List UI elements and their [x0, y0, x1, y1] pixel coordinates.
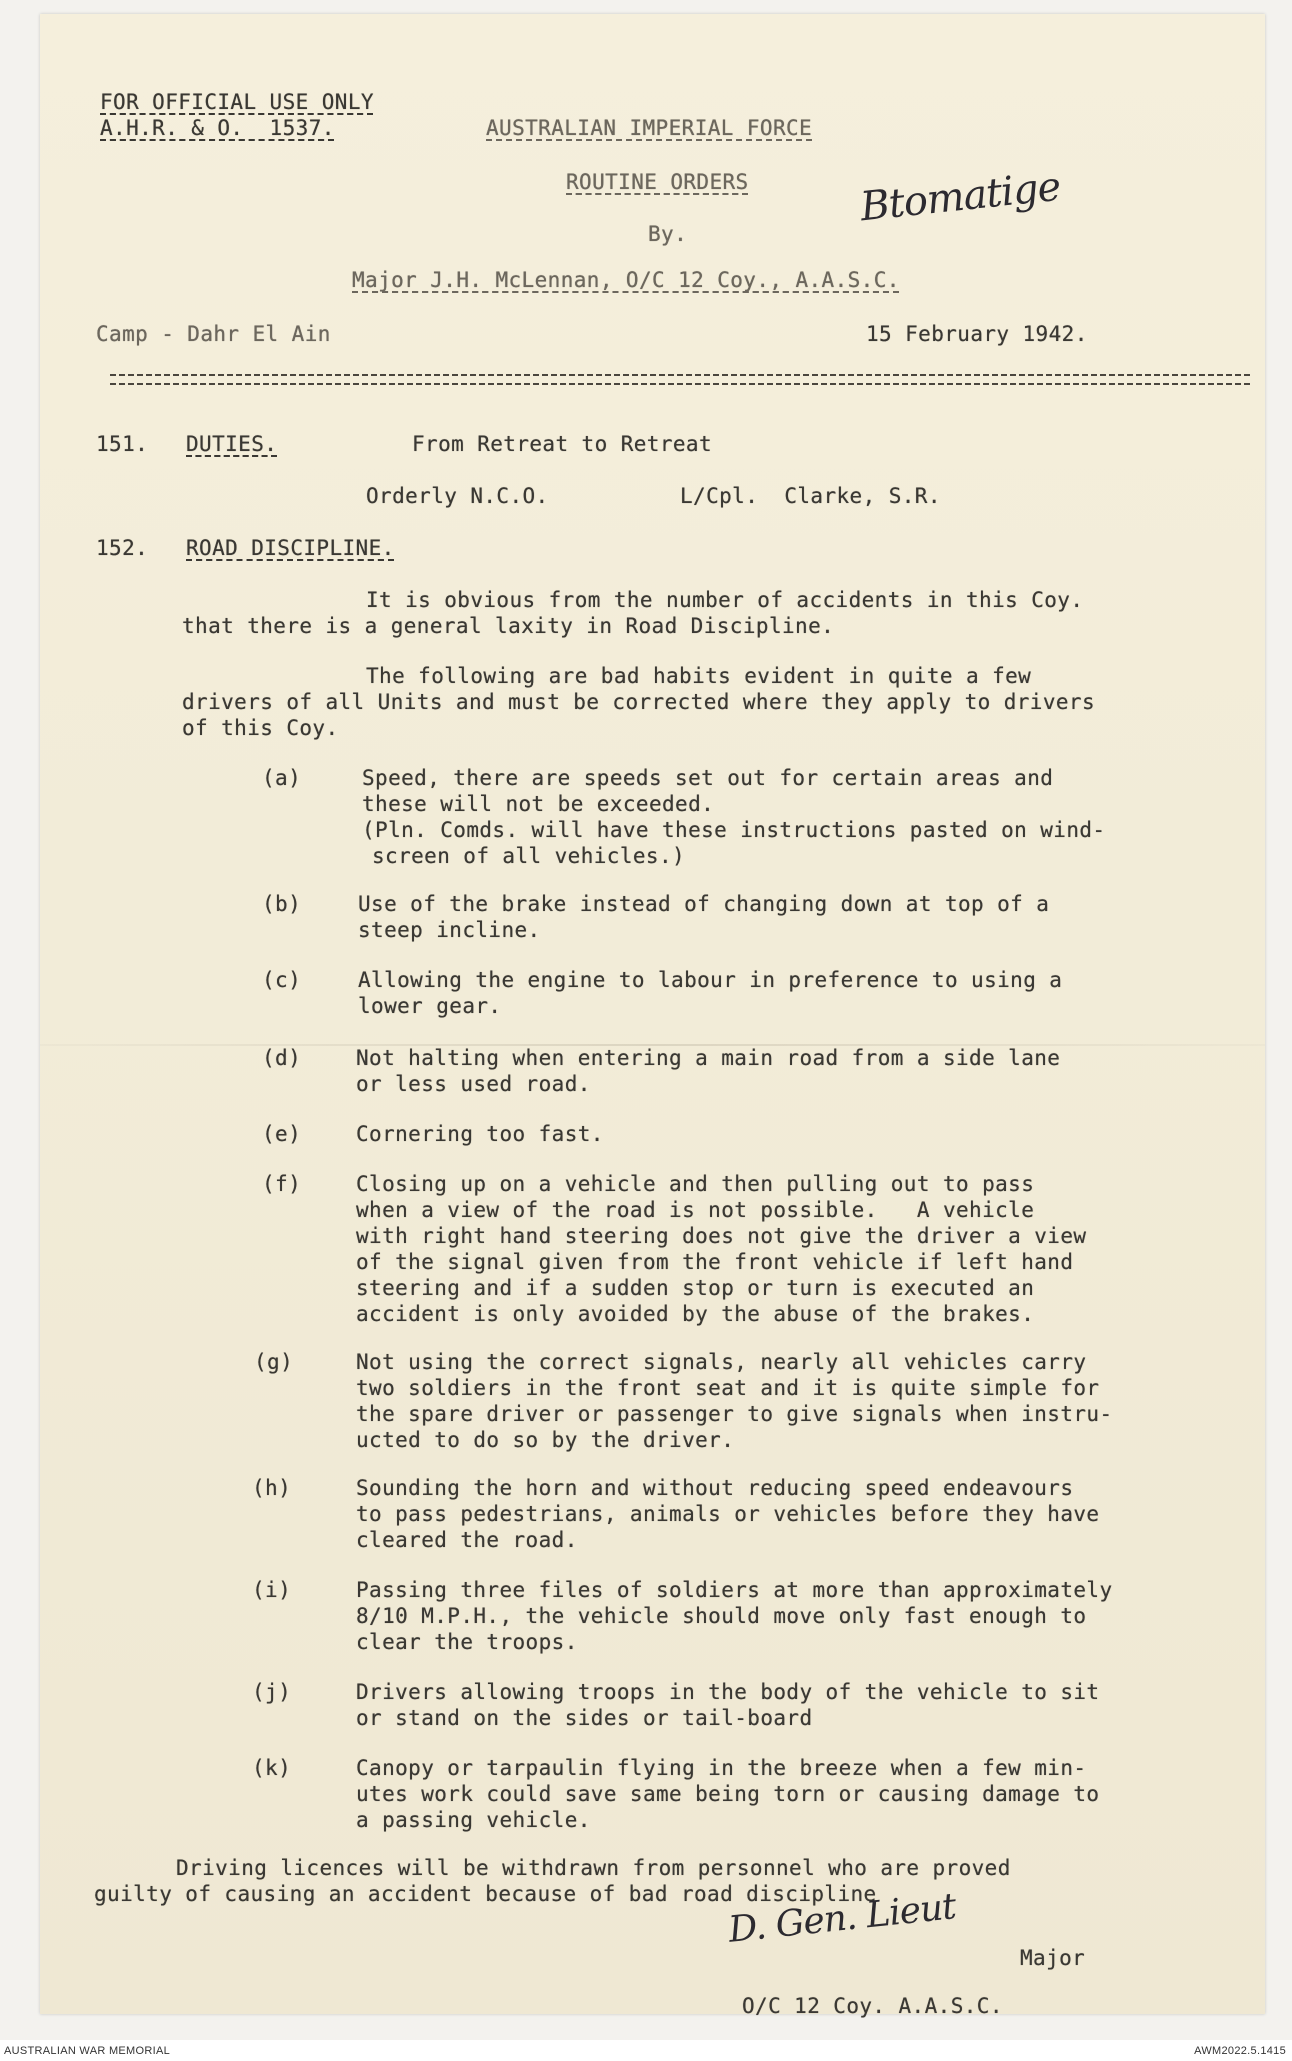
item-line: steep incline. [358, 918, 541, 942]
archive-credit: AUSTRALIAN WAR MEMORIAL [4, 2045, 171, 2057]
item-label: (f) [262, 1172, 302, 1196]
item-label: (g) [254, 1350, 294, 1374]
item-line: the spare driver or passenger to give signals when instru- [356, 1402, 1113, 1426]
closing-line: guilty of causing an accident because of bad road discipline [94, 1882, 877, 1906]
paragraph-line: drivers of all Units and must be corrected where they apply to drivers [182, 690, 1096, 714]
item-line: lower gear. [358, 994, 502, 1018]
by-line: By. [648, 222, 688, 246]
item-line: steering and if a sudden stop or turn is executed an [356, 1276, 1035, 1300]
duty-role: Orderly N.C.O. [366, 484, 549, 508]
paragraph-line: It is obvious from the number of accidents in this Coy. [366, 588, 1084, 612]
item-label: (k) [252, 1756, 292, 1780]
item-label: (j) [252, 1680, 292, 1704]
separator-rule [110, 374, 1250, 376]
item-label: (e) [262, 1122, 302, 1146]
item-line: of the signal given from the front vehicle if left hand [356, 1250, 1074, 1274]
signatory-rank: Major [1020, 1946, 1086, 1970]
item-line: Drivers allowing troops in the body of the vehicle to sit [356, 1680, 1100, 1704]
item-line: Closing up on a vehicle and then pulling out to pass [356, 1172, 1035, 1196]
item-line: Sounding the horn and without reducing speed endeavours [356, 1476, 1074, 1500]
item-line: or less used road. [356, 1072, 591, 1096]
document-date: 15 February 1942. [866, 322, 1088, 346]
item-number: 152. [96, 536, 149, 560]
item-line: Allowing the engine to labour in preference to using a [358, 968, 1063, 992]
item-line: cleared the road. [356, 1528, 578, 1552]
item-number: 151. [96, 432, 149, 456]
item-heading: DUTIES. [186, 432, 278, 456]
item-line: Passing three files of soldiers at more than approximately [356, 1578, 1113, 1602]
camp-location: Camp - Dahr El Ain [96, 322, 331, 346]
item-line: Speed, there are speeds set out for certain areas and [362, 766, 1054, 790]
document-title: ROUTINE ORDERS [566, 170, 749, 194]
item-line: Canopy or tarpaulin flying in the breeze when a few min- [356, 1756, 1087, 1780]
classification-mark: FOR OFFICIAL USE ONLY [100, 90, 374, 114]
signatory-unit: O/C 12 Coy. A.A.S.C. [742, 1994, 1003, 2018]
item-label: (i) [252, 1578, 292, 1602]
duty-period: From Retreat to Retreat [412, 432, 712, 456]
item-line: these will not be exceeded. [362, 792, 715, 816]
paragraph-line: of this Coy. [182, 716, 339, 740]
item-line: screen of all vehicles.) [372, 844, 686, 868]
item-line: accident is only avoided by the abuse of the brakes. [356, 1302, 1035, 1326]
officer-name: Major J.H. McLennan, O/C 12 Coy., A.A.S.C. [352, 268, 900, 292]
item-heading: ROAD DISCIPLINE. [186, 536, 395, 560]
paragraph-line: The following are bad habits evident in quite a few [366, 664, 1032, 688]
item-line: to pass pedestrians, animals or vehicles before they have [356, 1502, 1100, 1526]
item-label: (a) [262, 766, 302, 790]
item-line: or stand on the sides or tail-board [356, 1706, 813, 1730]
item-line: with right hand steering does not give the driver a view [356, 1224, 1087, 1248]
item-line: clear the troops. [356, 1630, 578, 1654]
item-line: ucted to do so by the driver. [356, 1428, 735, 1452]
item-line: two soldiers in the front seat and it is quite simple for [356, 1376, 1100, 1400]
item-line: when a view of the road is not possible. A vehicle [356, 1198, 1035, 1222]
separator-rule [110, 383, 1250, 385]
duty-person: L/Cpl. Clarke, S.R. [680, 484, 941, 508]
item-line: 8/10 M.P.H., the vehicle should move only fast enough to [356, 1604, 1087, 1628]
signature: D. Gen. Lieut [726, 1886, 958, 1951]
item-label: (d) [262, 1046, 302, 1070]
item-line: a passing vehicle. [356, 1808, 591, 1832]
item-line: Not halting when entering a main road from a side lane [356, 1046, 1061, 1070]
reference-number: A.H.R. & O. 1537. [100, 116, 335, 140]
item-line: Use of the brake instead of changing down at top of a [358, 892, 1050, 916]
item-label: (c) [262, 968, 302, 992]
archive-reference: AWM2022.5.1415 [1194, 2045, 1286, 2057]
item-line: Not using the correct signals, nearly all vehicles carry [356, 1350, 1087, 1374]
item-line: (Pln. Comds. will have these instructions pasted on wind- [362, 818, 1106, 842]
item-line: utes work could save same being torn or causing damage to [356, 1782, 1100, 1806]
closing-line: Driving licences will be withdrawn from personnel who are proved [176, 1856, 1011, 1880]
item-label: (h) [252, 1476, 292, 1500]
item-line: Cornering too fast. [356, 1122, 604, 1146]
force-name: AUSTRALIAN IMPERIAL FORCE [486, 116, 813, 140]
item-label: (b) [262, 892, 302, 916]
paragraph-line: that there is a general laxity in Road Discipline. [182, 614, 835, 638]
handwritten-annotation: Btomatige [858, 163, 1063, 231]
